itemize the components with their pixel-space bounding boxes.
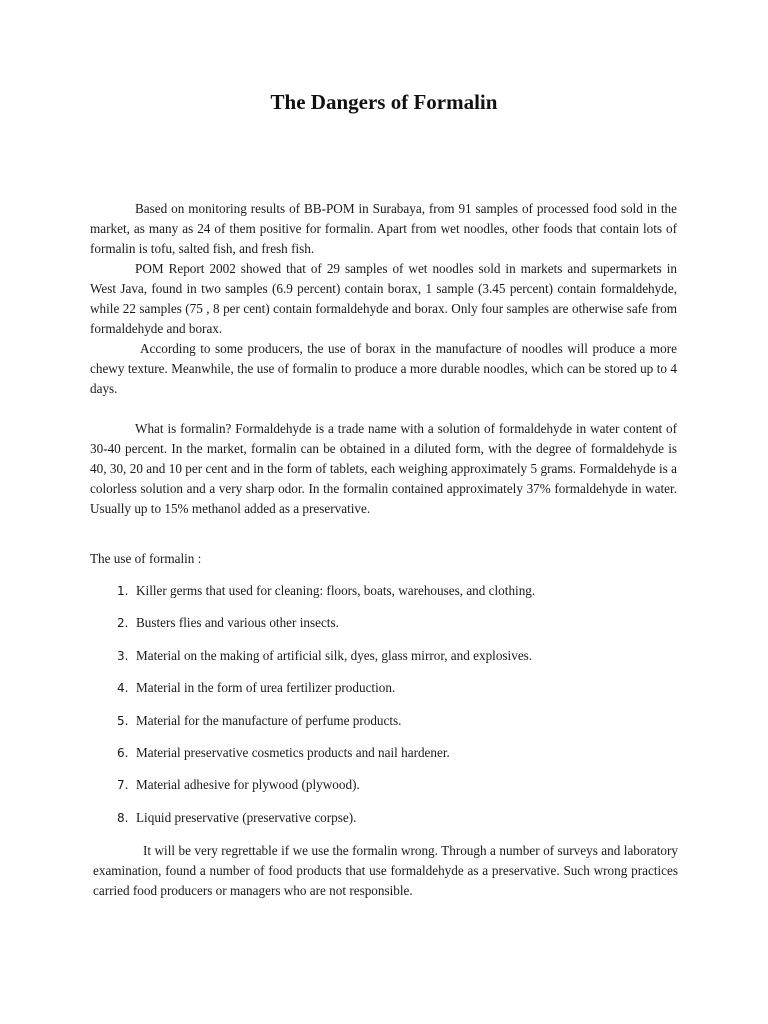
list-item [117,743,677,775]
uses-list [117,581,677,840]
list-item [117,775,677,807]
list-number: 6. [117,745,129,760]
list-item [117,581,677,613]
paragraph-producers: According to some producers, the use of borax in the manufacture of noodles will produce a more chewy texture. Meanwhile, the use of formalin to produce a more durable noodles, which can be stored up to 4 days. [90,341,677,396]
list-number: 7. [117,778,129,793]
list-item-text: Material preservative cosmetics products and nail hardener. [136,744,450,760]
list-number: 8. [117,810,129,825]
list-item-text: Material for the manufacture of perfume products. [136,712,402,728]
list-item [117,646,677,678]
list-number: 3. [117,648,129,663]
list-number: 5. [117,713,129,728]
list-number: 4. [117,681,129,696]
paragraph-closing: It will be very regrettable if we use the formalin wrong. Through a number of surveys and laboratory examination, found a number of food products that use formaldehyde as a preservative. Such wrong practices carried food producers or managers who are not responsible. [93,843,678,898]
paragraph-monitoring-results: Based on monitoring results of BB-POM in Surabaya, from 91 samples of processed food sold in the market, as many as 24 of them positive for formalin. Apart from wet noodles, other foods that contain lots of formalin is tofu, salted fish, and fresh fish. [90,201,677,256]
list-number: 2. [117,616,129,631]
paragraph-pom-report: POM Report 2002 showed that of 29 samples of wet noodles sold in markets and supermarkets in West Java, found in two samples (6.9 percent) contain borax, 1 sample (3.45 percent) contain formaldehyde, while 22 samples (75 , 8 per cent) contain formaldehyde and borax. Only four samples are otherwise safe from formaldehyde and borax. [90,261,677,336]
list-item-text: Killer germs that used for cleaning: floors, boats, warehouses, and clothing. [136,583,536,598]
list-item-text: Busters flies and various other insects. [136,615,339,631]
list-item-text: Material on the making of artificial silk, dyes, glass mirror, and explosives. [136,647,533,663]
paragraph-what-is-formalin: What is formalin? Formaldehyde is a trade name with a solution of formaldehyde in water content of 30-40 percent. In the market, formalin can be obtained in a diluted form, with the degree of formaldehyde is 40, 30, 20 and 10 per cent and in the form of tablets, each weighing approximately 5 grams. Formaldehyde is a colorless solution and a very sharp odor. In the formalin contained approximately 37% formaldehyde in water. Usually up to 15% methanol added as a preservative. [90,421,677,516]
list-item-text: Material in the form of urea fertilizer production. [136,680,396,696]
list-item [117,711,677,743]
list-item-text: Liquid preservative (preservative corpse). [136,809,357,825]
uses-heading: The use of formalin : [90,551,202,566]
list-item [117,678,677,710]
list-item [117,613,677,645]
list-item [117,808,677,840]
list-number: 1. [117,584,129,598]
list-item-text: Material adhesive for plywood (plywood). [136,777,360,793]
document-title: The Dangers of Formalin [270,90,498,114]
